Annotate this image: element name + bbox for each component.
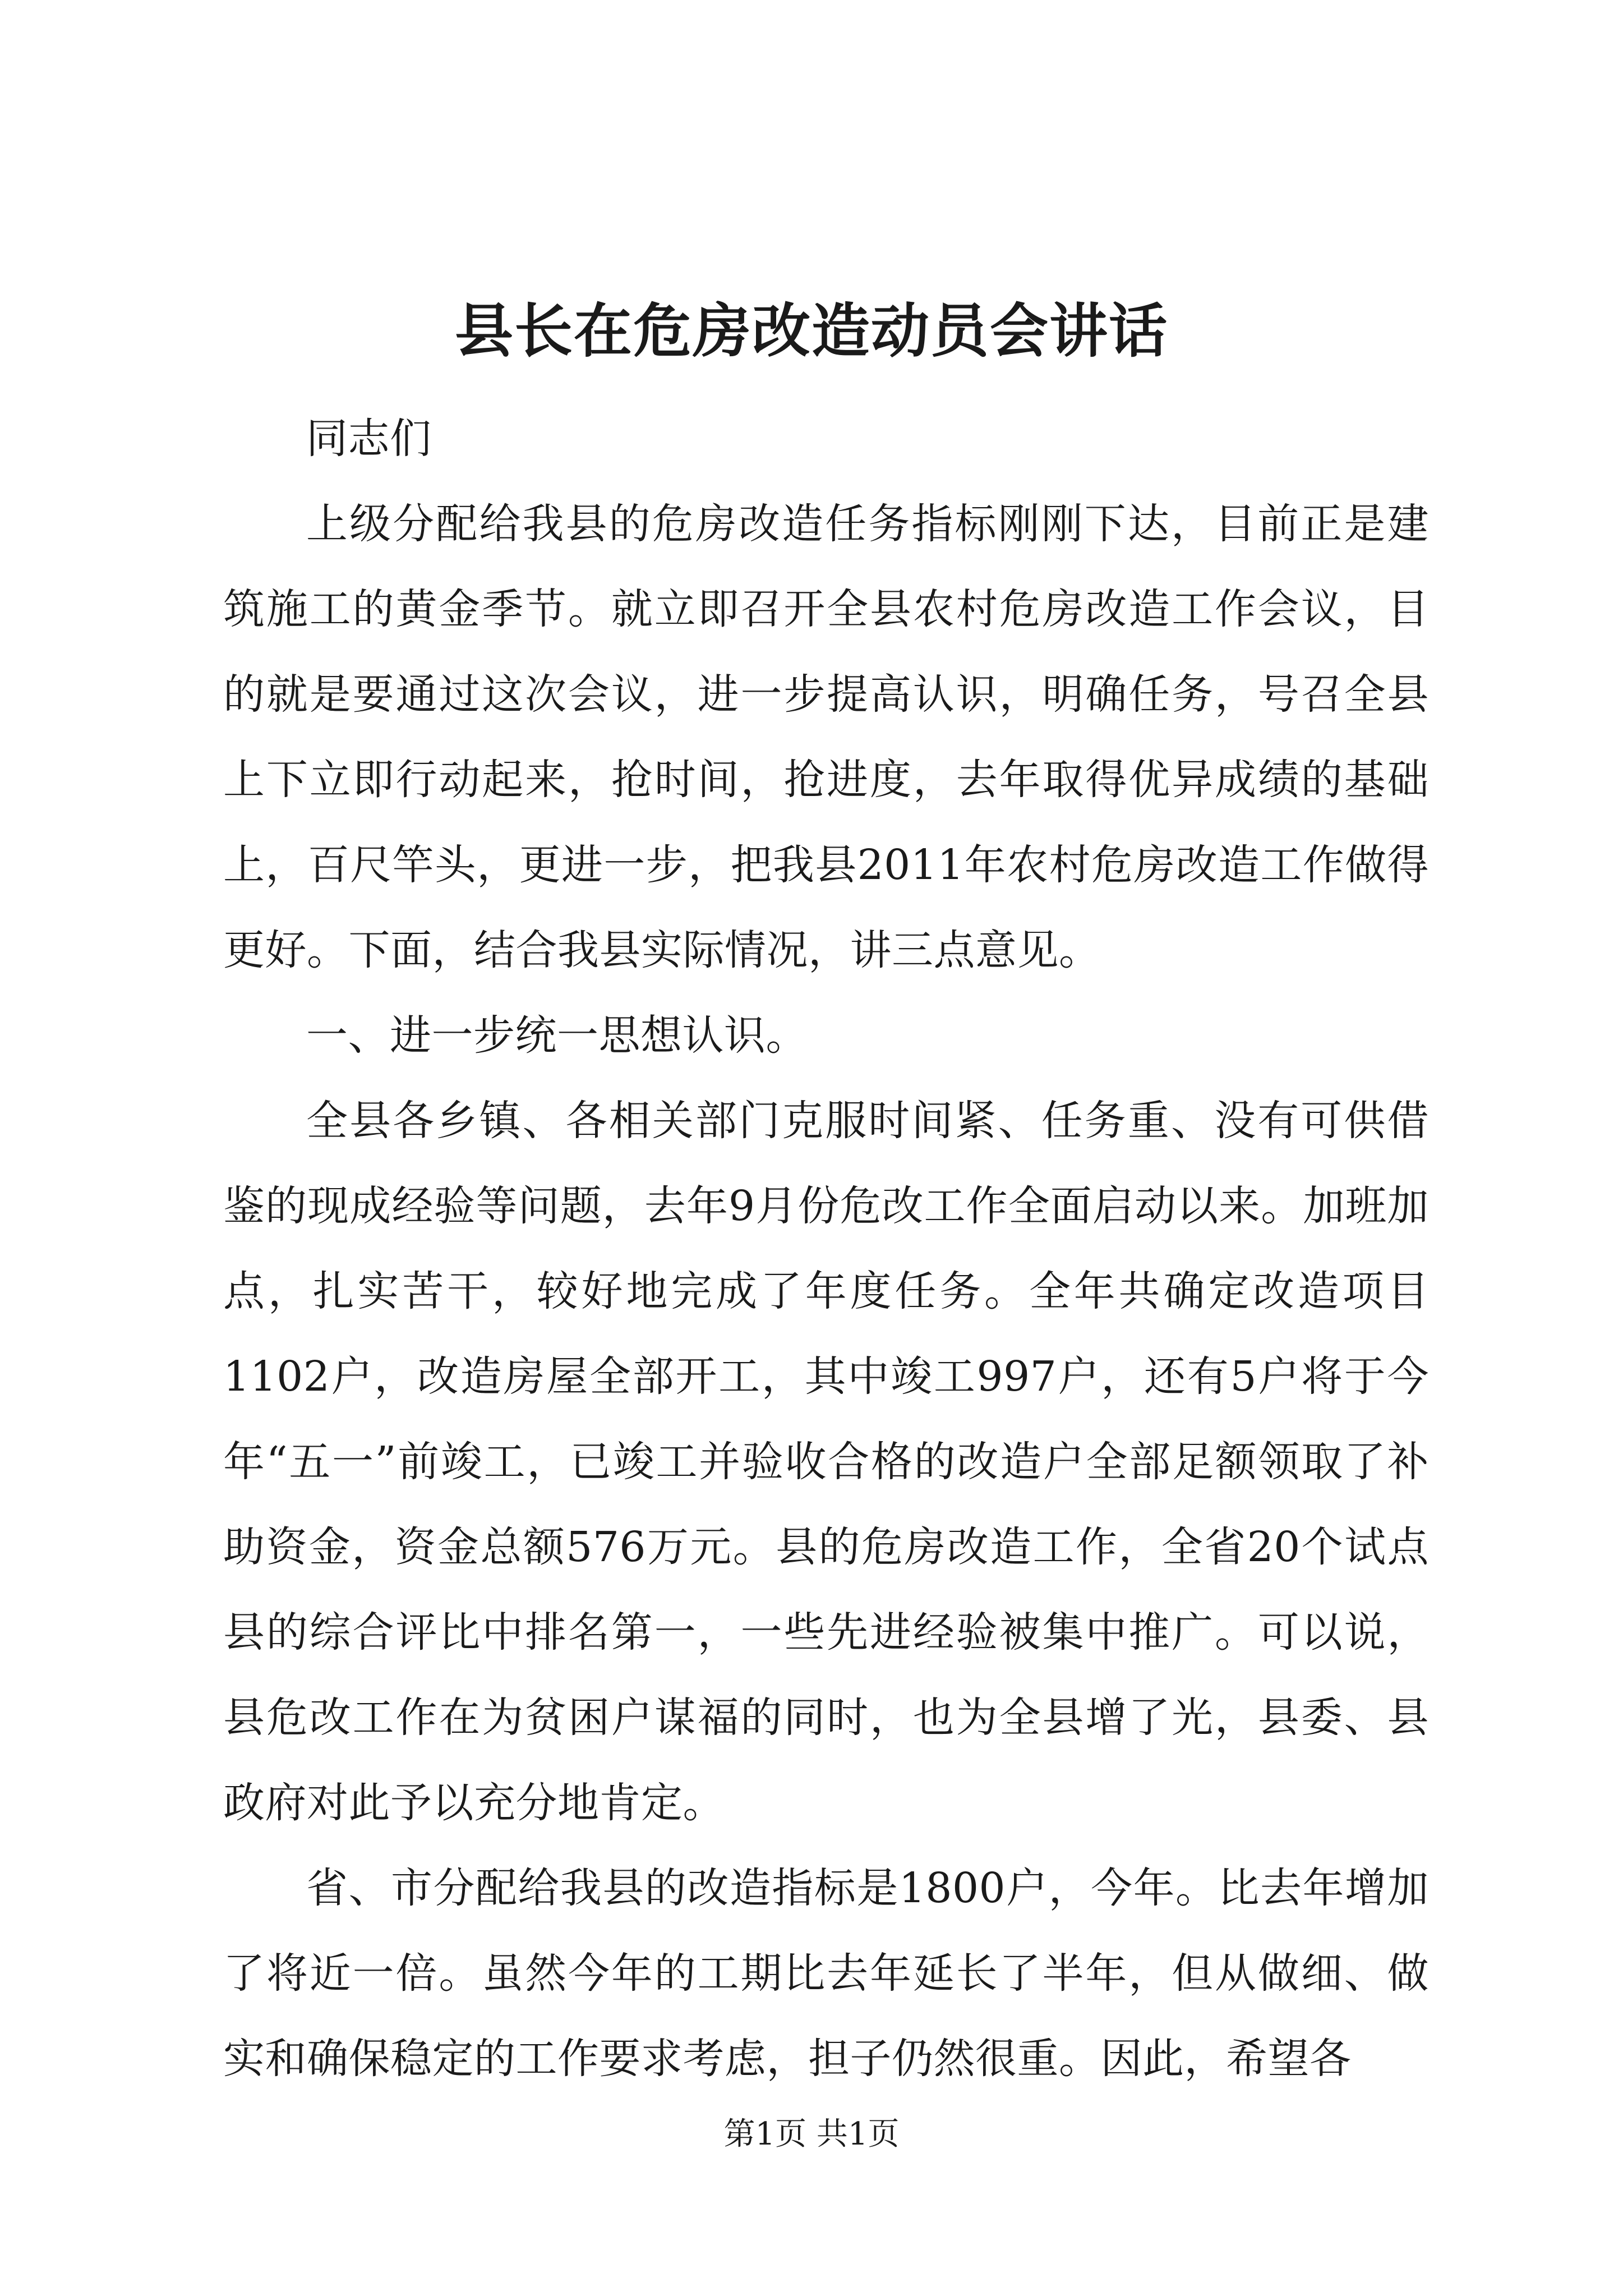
document-title: 县长在危房改造动员会讲话 [454, 296, 1168, 365]
document-body [223, 396, 1429, 2101]
paragraph: 省、市分配给我县的改造指标是1800户，今年。比去年增加了将近一倍。虽然今年的工期比去年延长了半年，但从做细、做实和确保稳定的工作要求考虑，担子仍然很重。因此，希望各 [223, 1864, 1429, 2083]
paragraph: 上级分配给我县的危房改造任务指标刚刚下达，目前正是建筑施工的黄金季节。就立即召开全县农村危房改造工作会议，目的就是要通过这次会议，进一步提高认识，明确任务，号召全县上下立即行动起来，抢时间，抢进度，去年取得优异成绩的基础上，百尺竿头，更进一步，把我县2011年农村危房改造工作做得更好。下面，结合我县实际情况，讲三点意见。 [223, 500, 1429, 974]
salutation: 同志们 [306, 415, 432, 463]
section-heading: 一、进一步统一思想认识。 [306, 1011, 808, 1060]
paragraph: 全县各乡镇、各相关部门克服时间紧、任务重、没有可供借鉴的现成经验等问题，去年9月份危改工作全面启动以来。加班加点，扎实苦干，较好地完成了年度任务。全年共确定改造项目1102户，改造房屋全部开工，其中竣工997户，还有5户将于今年“五一”前竣工，已竣工并验收合格的改造户全部足额领取了补助资金，资金总额576万元。县的危房改造工作，全省20个试点县的综合评比中排名第一，一些先进经验被集中推广。可以说，县危改工作在为贫困户谋福的同时，也为全县增了光，县委、县政府对此予以充分地肯定。 [223, 1097, 1429, 1827]
page-footer: 第1页 共1页 [723, 2116, 900, 2152]
